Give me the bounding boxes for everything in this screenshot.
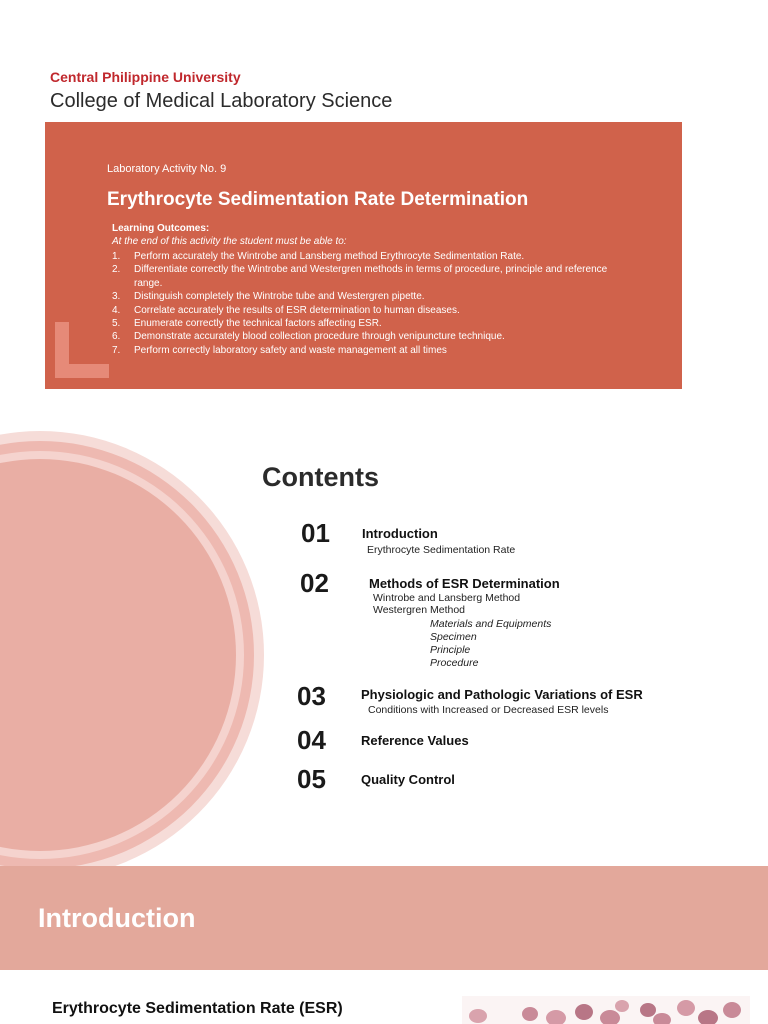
rbc-cell	[640, 1003, 656, 1017]
outcome-item	[112, 330, 632, 343]
college-name: College of Medical Laboratory Science	[50, 90, 393, 112]
contents-subsub-item: Materials and Equipments	[430, 618, 552, 630]
circles-graphic	[0, 420, 280, 880]
rbc-micrograph	[462, 996, 750, 1024]
contents-subsub-item: Principle	[430, 644, 471, 656]
outcome-number: 3.	[112, 291, 121, 303]
esr-heading: Erythrocyte Sedimentation Rate (ESR)	[52, 1000, 343, 1017]
rbc-cell	[522, 1007, 538, 1021]
contents-title-variations[interactable]: Physiologic and Pathologic Variations of ESR	[361, 687, 643, 702]
outcome-number: 1.	[112, 251, 121, 262]
rbc-cell	[546, 1010, 566, 1024]
university-name: Central Philippine University	[50, 69, 241, 85]
contents-number-03: 03	[297, 681, 326, 711]
learning-outcomes-list	[112, 250, 632, 357]
outcome-item	[112, 263, 632, 290]
outcome-number: 2.	[112, 264, 121, 276]
rbc-cell	[723, 1002, 741, 1018]
rbc-cell	[600, 1010, 620, 1024]
introduction-heading: Introduction	[38, 903, 196, 933]
rbc-cell	[653, 1013, 671, 1024]
contents-number-05: 05	[297, 764, 326, 794]
rbc-cell	[698, 1010, 718, 1024]
outcome-item	[112, 250, 632, 263]
contents-title-quality-control[interactable]: Quality Control	[361, 772, 455, 787]
outcome-text: Distinguish completely the Wintrobe tube and Westergren pipette.	[134, 291, 425, 303]
contents-title-methods[interactable]: Methods of ESR Determination	[369, 576, 560, 591]
contents-sub-item: Erythrocyte Sedimentation Rate	[367, 544, 516, 556]
contents-title-introduction[interactable]: Introduction	[362, 526, 438, 541]
outcome-number: 6.	[112, 331, 121, 343]
activity-title: Erythrocyte Sedimentation Rate Determination	[107, 189, 529, 210]
contents-title: Contents	[262, 462, 379, 492]
rbc-cell	[575, 1004, 593, 1020]
outcome-text: Demonstrate accurately blood collection procedure through venipuncture technique.	[134, 331, 505, 343]
activity-banner	[45, 122, 682, 389]
outcome-number: 4.	[112, 304, 121, 316]
red-blood-cells-image	[462, 996, 750, 1024]
outcome-item	[112, 344, 632, 357]
contents-subsub-item: Procedure	[430, 657, 479, 669]
outcome-number: 5.	[112, 318, 121, 330]
contents-title-reference-values[interactable]: Reference Values	[361, 733, 469, 748]
contents-number-02: 02	[300, 568, 329, 598]
learning-outcomes-heading: Learning Outcomes:	[112, 223, 210, 234]
outcome-item	[112, 304, 632, 317]
outcome-text: Differentiate correctly the Wintrobe and Westergren methods in terms of procedure, principle and reference range.	[134, 264, 608, 289]
rbc-cell	[469, 1009, 487, 1023]
outcome-text: Correlate accurately the results of ESR determination to human diseases.	[134, 304, 460, 316]
outcome-item	[112, 290, 632, 303]
outcome-text: Perform correctly laboratory safety and waste management at all times	[134, 344, 447, 356]
contents-number-01: 01	[301, 518, 330, 548]
contents-sub-item: Westergren Method	[373, 604, 466, 616]
rbc-cell	[677, 1000, 695, 1016]
contents-subsub-item: Specimen	[430, 631, 477, 643]
decorative-circles	[0, 420, 280, 880]
outcome-text: Perform accurately the Wintrobe and Lansberg method Erythrocyte Sedimentation Rate.	[134, 251, 525, 262]
lab-activity-number: Laboratory Activity No. 9	[107, 163, 227, 175]
outcome-item	[112, 317, 632, 330]
contents-number-04: 04	[297, 725, 326, 755]
introduction-band	[0, 866, 768, 970]
contents-sub-item: Conditions with Increased or Decreased ESR levels	[368, 704, 609, 716]
decorative-l-shape	[55, 322, 109, 378]
outcome-text: Enumerate correctly the technical factors affecting ESR.	[134, 318, 382, 330]
learning-outcomes-intro: At the end of this activity the student must be able to:	[112, 236, 347, 247]
contents-sub-item: Wintrobe and Lansberg Method	[373, 592, 521, 604]
outcome-number: 7.	[112, 344, 121, 356]
l-shape-horizontal	[55, 364, 109, 378]
rbc-cell	[615, 1000, 629, 1012]
